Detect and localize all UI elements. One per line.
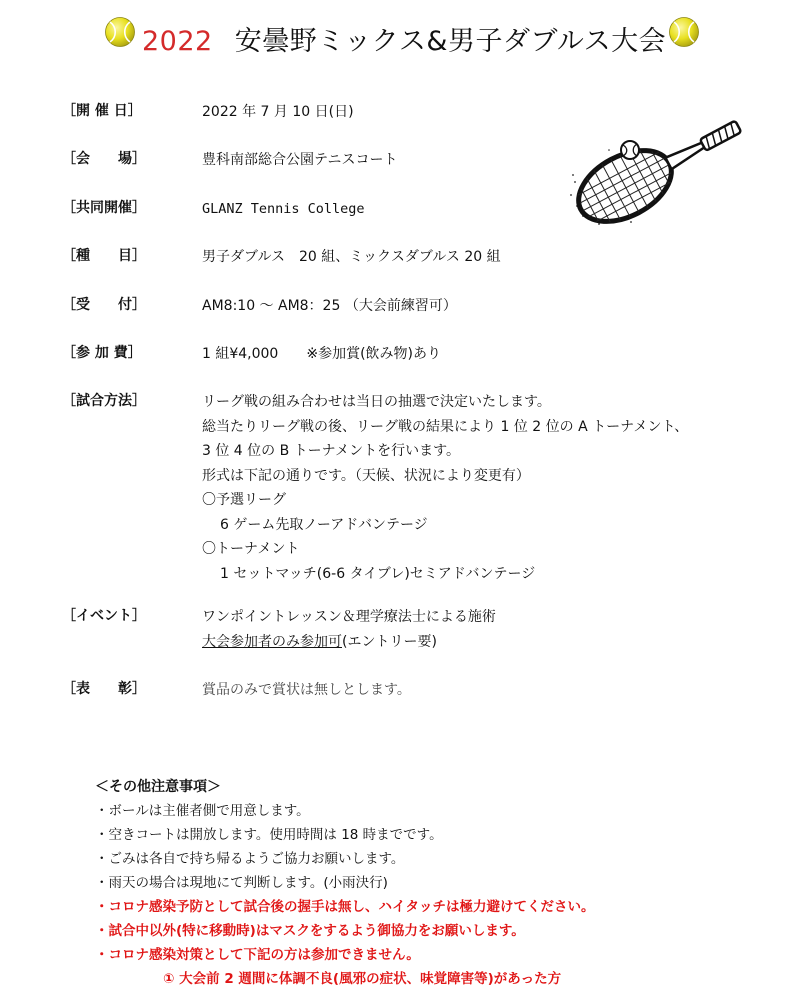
field-label: ［イベント］ [62, 608, 146, 624]
extra-lines [202, 605, 496, 654]
warning-sub-item: ① 大会前 2 週間に体調不良(風邪の症状、味覚障害等)があった方 [163, 971, 562, 987]
extra-line-2 [202, 630, 496, 655]
field-label: ［会 場］ [62, 151, 146, 167]
note-item: ・空きコートは開放します。使用時間は 18 時までです。 [95, 827, 443, 843]
racket-ball [621, 141, 639, 159]
note-item: ・ボールは主催者側で用意します。 [95, 803, 310, 819]
field-value: 豊科南部総合公園テニスコート [202, 152, 398, 168]
title-name: 安曇野ミックス&男子ダブルス大会 [234, 26, 667, 57]
field-label: ［参 加 費］ [62, 345, 142, 361]
warning-item: ・コロナ感染予防として試合後の握手は無し、ハイタッチは極力避けてください。 [95, 899, 595, 915]
page-title [142, 26, 666, 58]
field-label: ［共同開催］ [62, 200, 146, 216]
format-line: 形式は下記の通りです。（天候、状況により変更有） [202, 467, 530, 484]
title-year: 2022 [142, 26, 213, 57]
participants-only-note: 大会参加者のみ参加可 [202, 633, 342, 650]
field-label: ［試合方法］ [62, 393, 146, 409]
warning-item: ・コロナ感染対策として下記の方は参加できません。 [95, 947, 420, 963]
format-line: 6 ゲーム先取ノーアドバンテージ [220, 516, 428, 533]
warning-item: ・試合中以外(特に移動時)はマスクをするよう御協力をお願いします。 [95, 923, 525, 939]
field-label: ［開 催 日］ [62, 103, 142, 119]
format-line: 1 セットマッチ(6-6 タイブレ)セミアドバンテージ [220, 565, 536, 582]
tennis-ball-icon [104, 16, 136, 48]
format-lines [202, 390, 688, 586]
tennis-racket-illustration [565, 120, 760, 230]
field-value: 男子ダブルス 20 組、ミックスダブルス 20 組 [202, 249, 501, 265]
entry-required-note: (エントリー要) [342, 633, 437, 650]
format-line: 〇トーナメント [202, 541, 300, 557]
extra-line: ワンポイントレッスン＆理学療法士による施術 [202, 609, 496, 625]
format-line: 総当たりリーグ戦の後、リーグ戦の結果により 1 位 2 位の A トーナメント、 [202, 418, 689, 435]
note-item: ・雨天の場合は現地にて判断します。(小雨決行) [95, 875, 388, 891]
field-label: ［受 付］ [62, 297, 146, 313]
field-label: ［種 目］ [62, 248, 146, 264]
field-value: GLANZ Tennis College [202, 201, 365, 217]
field-value: 1 組¥4,000 ※参加賞(飲み物)あり [202, 346, 441, 362]
notes-heading: ＜その他注意事項＞ [95, 779, 221, 795]
field-value: AM8:10 ～ AM8：25 （大会前練習可） [202, 298, 457, 314]
format-line: 〇予選リーグ [202, 492, 286, 508]
title-row [0, 14, 794, 64]
format-line: 3 位 4 位の B トーナメントを行います。 [202, 443, 460, 459]
field-label: ［表 彰］ [62, 681, 146, 697]
tennis-ball-icon [668, 16, 700, 48]
notes-section [95, 775, 775, 991]
note-item: ・ごみは各自で持ち帰るようご協力お願いします。 [95, 851, 405, 867]
field-value: 2022 年 7 月 10 日(日) [202, 104, 354, 120]
format-line: リーグ戦の組み合わせは当日の抽選で決定いたします。 [202, 394, 551, 410]
field-value: 賞品のみで賞状は無しとします。 [202, 682, 411, 698]
